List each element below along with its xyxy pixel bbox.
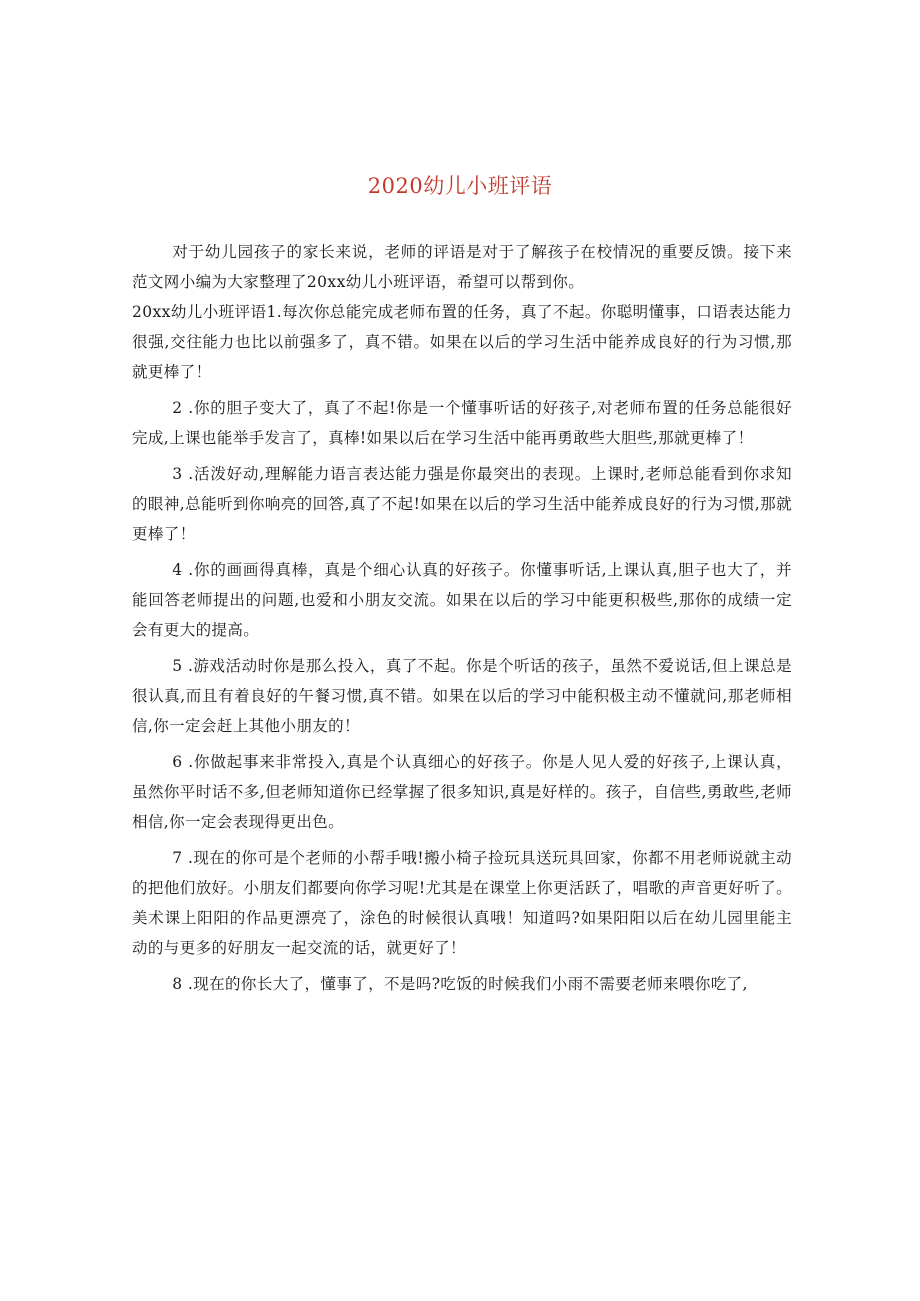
comment-paragraph-4: 4 .你的画画得真棒，真是个细心认真的好孩子。你懂事听话,上课认真,胆子也大了，并能回答老师提出的问题,也爱和小朋友交流。如果在以后的学习中能更积极些,那你的成绩一定会有更大的提高。	[132, 561, 792, 639]
comment-paragraph-8: 8 .现在的你长大了，懂事了，不是吗?吃饭的时候我们小雨不需要老师来喂你吃了,	[172, 975, 748, 993]
document-body	[132, 237, 792, 999]
comment-paragraph-2: 2 .你的胆子变大了，真了不起!你是一个懂事听话的好孩子,对老师布置的任务总能很好完成,上课也能举手发言了，真棒!如果以后在学习生活中能再勇敢些大胆些,那就更棒了！	[132, 399, 792, 447]
comment-paragraph-6: 6 .你做起事来非常投入,真是个认真细心的好孩子。你是人见人爱的好孩子,上课认真，虽然你平时话不多,但老师知道你已经掌握了很多知识,真是好样的。孩子，自信些,勇敢些,老师相信,你一定会表现得更出色。	[132, 753, 792, 831]
comment-paragraph-3: 3 .活泼好动,理解能力语言表达能力强是你最突出的表现。上课时,老师总能看到你求知的眼神,总能听到你响亮的回答,真了不起!如果在以后的学习生活中能养成良好的行为习惯,那就更棒了！	[132, 465, 792, 543]
document-title: 2020幼儿小班评语	[367, 174, 553, 198]
intro-paragraph: 对于幼儿园孩子的家长来说，老师的评语是对于了解孩子在校情况的重要反馈。接下来范文网小编为大家整理了20xx幼儿小班评语，希望可以帮到你。	[132, 243, 792, 291]
comment-paragraph-1: 20xx幼儿小班评语1.每次你总能完成老师布置的任务，真了不起。你聪明懂事，口语表达能力很强,交往能力也比以前强多了，真不错。如果在以后的学习生活中能养成良好的行为习惯,那就更棒了！	[132, 303, 792, 381]
comment-paragraph-5: 5 .游戏活动时你是那么投入，真了不起。你是个听话的孩子，虽然不爱说话,但上课总是很认真,而且有着良好的午餐习惯,真不错。如果在以后的学习中能积极主动不懂就问,那老师相信,你一定会赶上其他小朋友的！	[132, 657, 792, 735]
comment-paragraph-7: 7 .现在的你可是个老师的小帮手哦!搬小椅子捡玩具送玩具回家，你都不用老师说就主动的把他们放好。小朋友们都要向你学习呢!尤其是在课堂上你更活跃了，唱歌的声音更好听了。美术课上阳阳的作品更漂亮了，涂色的时候很认真哦！知道吗?如果阳阳以后在幼儿园里能主动的与更多的好朋友一起交流的话，就更好了！	[132, 849, 792, 957]
